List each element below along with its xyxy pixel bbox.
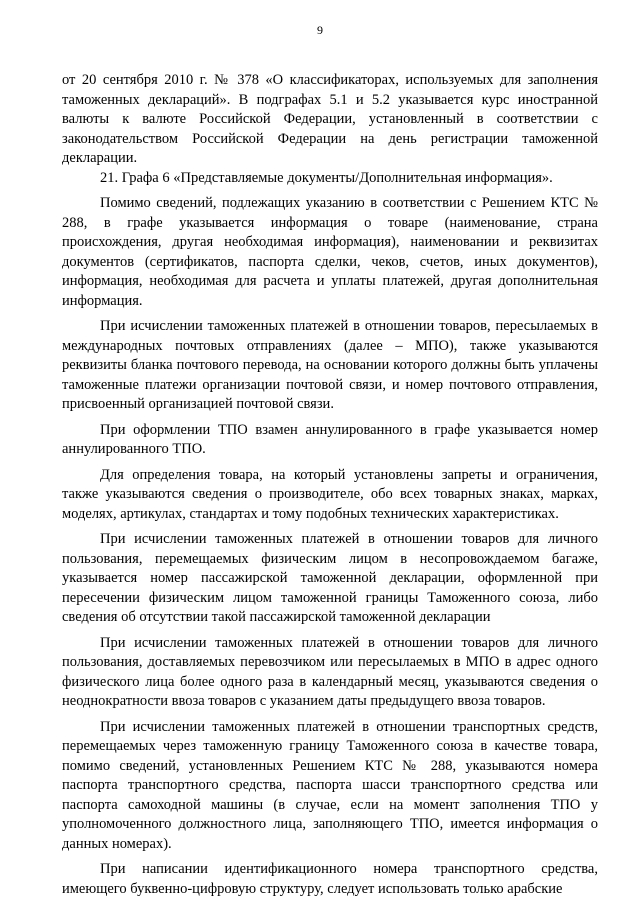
paragraph-currency-rate: от 20 сентября 2010 г. № 378 «О классификаторах, используемых для заполнения таможенных деклараций». В подграфах 5.1 и 5.2 указывается курс иностранной валюты к валюте Российской Федерации, установленный в соответствии с законодательством Российской Федерации на день регистрации таможенной декларации. bbox=[62, 72, 598, 166]
paragraph-mpo-payments: При исчислении таможенных платежей в отношении товаров, пересылаемых в международных почтовых отправлениях (далее – МПО), также указываются реквизиты бланка почтового перевода, на основании которого должны быть уплачены таможенные платежи организации почтовой связи, и номер почтового отправления, присвоенный организацией почтовой связи. bbox=[62, 318, 598, 412]
document-body bbox=[62, 71, 598, 899]
paragraph-additional-info: Помимо сведений, подлежащих указанию в соответствии с Решением КТС № 288, в графе указывается информация о товаре (наименование, страна происхождения, другая необходимая информация), наименовании и реквизитах документов (сертификатов, паспорта сделки, чеков, счетов, иных документов), информация, необходимая для расчета и уплаты платежей, другая дополнительная информация. bbox=[62, 195, 598, 309]
paragraph-restrictions: Для определения товара, на который установлены запреты и ограничения, также указываются сведения о производителе, обо всех товарных знаках, марках, моделях, артикулах, стандартах и тому подобных технических характеристиках. bbox=[62, 466, 598, 522]
paragraph-vin: При написании идентификационного номера транспортного средства, имеющего буквенно-цифровую структуру, следует использовать только арабские bbox=[62, 861, 598, 897]
paragraph-vehicles: При исчислении таможенных платежей в отношении транспортных средств, перемещаемых через таможенную границу Таможенного союза в качестве товара, помимо сведений, установленных Решением КТС № 288, указываются номера паспорта транспортного средства, паспорта шасси транспортного средства или паспорта самоходной машины (в случае, если на момент заполнения ТПО у уполномоченного должностного лица, заполняющего ТПО, имеется информация о данных номерах). bbox=[62, 718, 598, 852]
paragraph-annulled-tpo: При оформлении ТПО взамен аннулированного в графе указывается номер аннулированного ТПО. bbox=[62, 421, 598, 457]
section-heading-graph-6: 21. Графа 6 «Представляемые документы/Дополнительная информация». bbox=[100, 169, 553, 186]
paragraph-unaccompanied-baggage: При исчислении таможенных платежей в отношении товаров для личного пользования, перемещаемых физическим лицом в несопровождаемом багаже, указывается номер пассажирской таможенной декларации, оформленной при пересечении физическим лицом таможенной границы Таможенного союза, либо сведения об отсутствии такой пассажирской таможенной декларации bbox=[62, 531, 598, 625]
page-number: 9 bbox=[317, 23, 323, 37]
paragraph-repeated-import: При исчислении таможенных платежей в отношении товаров для личного пользования, доставляемых перевозчиком или пересылаемых в МПО в адрес одного физического лица более одного раза в календарный месяц, указываются сведения о неоднократности ввоза товаров с указанием даты предыдущего ввоза товаров. bbox=[62, 634, 598, 709]
